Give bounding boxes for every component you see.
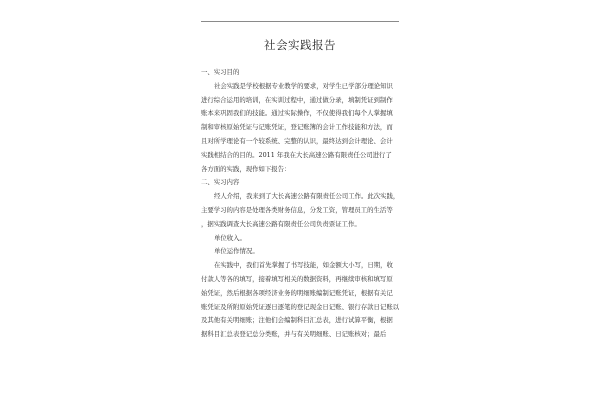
body-line: 且对所学理论有一个较系统、完整的认识，最终达到会计理论、会计 — [201, 136, 393, 145]
body-line: 始凭证，然后根据各项经济业务的明细账编制记账凭证，根据有关记 — [201, 288, 393, 297]
body-line: 主要学习的内容是处理各类财务信息，分发工资，管理员工的生活等 — [201, 205, 393, 214]
body-line: 进行综合运用的培训，在实训过程中，通过做分录，填制凭证到制作 — [201, 95, 393, 104]
body-line: 付款人等各的填写，接着填写相关的数据资料，再继续审核和填写原 — [201, 274, 393, 283]
body-line: 经人介绍，我来到了大长高速公路有限责任公司工作。此次实践， — [214, 192, 400, 201]
body-line: 及其他有关明细账；注他们会编制科目汇总表，进行试算平衡，根据 — [201, 316, 393, 325]
body-line: 二、实习内容 — [201, 178, 240, 187]
body-line: 账本来巩固我们的技能。通过实际操作，不仅使得我们每个人掌握填 — [201, 109, 393, 118]
body-line: 据科目汇总表登记总分类账，并与有关明细账、日记账核对；最后 — [201, 330, 387, 339]
body-line: 实践相结合的目的。2011 年我在大长高速公路有限责任公司进行了 — [201, 150, 392, 159]
body-line: 单位收入。 — [214, 233, 246, 242]
body-line: 一、实习目的 — [201, 68, 240, 76]
header-rule — [201, 21, 399, 22]
body-line: 账凭证及所附原始凭证逐日逐笔的登记现金日记账、银行存款日记账以 — [201, 302, 400, 311]
body-line: 在实践中，我们首先掌握了书写技能，如金额大小写，日期，收 — [214, 261, 393, 270]
body-line: 制和审核原始凭证与记账凭证，登记账簿的会计工作技能和方法，而 — [201, 123, 393, 132]
body-line: ，据实践调查大长高速公路有限责任公司负责票证工作。 — [201, 219, 361, 228]
document-body — [201, 66, 407, 342]
document-title: 社会实践报告 — [264, 38, 336, 52]
body-line: 社会实践是学校根据专业教学的要求，对学生已学部分理论知识 — [214, 81, 393, 90]
body-line: 单位运作情况。 — [214, 247, 259, 256]
body-line: 各方面的实践，现作如下报告： — [201, 164, 291, 173]
